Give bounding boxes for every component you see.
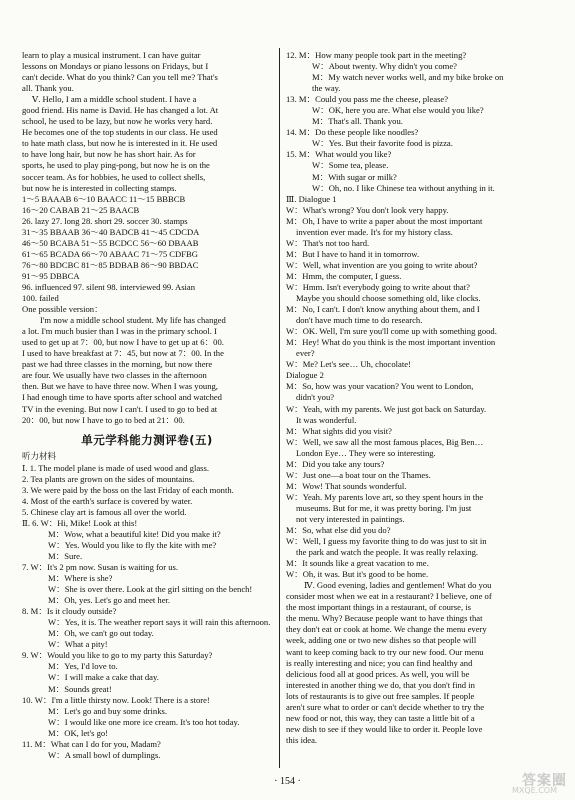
text-line: soccer team. As for hobbies, he used to collect shells, xyxy=(22,171,206,182)
text-line: M：What sights did you visit? xyxy=(286,425,392,436)
text-line: then. But we have to have three now. When I was young, xyxy=(22,381,218,392)
text-line: good friend. His name is David. He has changed a lot. At xyxy=(22,105,219,116)
text-line: Maybe you should choose something old, like clocks. xyxy=(296,293,481,304)
text-line: W：She is over there. Look at the girl sitting on the bench! xyxy=(48,584,253,595)
text-line: to have long hair, but now he has short hair. As for xyxy=(22,149,196,160)
text-line: Ⅱ. 6. W：Hi, Mike! Look at this! xyxy=(22,517,138,528)
text-line: W：About twenty. Why didn't you come? xyxy=(312,61,457,72)
text-line: used to get up at 7：00, but now I have to get up at 6：00. xyxy=(22,337,224,348)
left-text-block-b xyxy=(22,463,272,761)
text-line: museums. But for me, it was pretty boring. I'm just xyxy=(296,502,472,513)
text-line: He becomes one of the top students in our class. He used xyxy=(22,127,218,138)
text-line: M：Hmm, the computer, I guess. xyxy=(286,270,402,281)
text-line: Dialogue 2 xyxy=(286,370,324,381)
text-line: 5. Chinese clay art is famous all over the world. xyxy=(22,506,187,517)
text-line: I used to have breakfast at 7：45, but now at 7：00. In the xyxy=(22,348,224,359)
text-line: M：That's all. Thank you. xyxy=(312,116,403,127)
page-number: · 154 · xyxy=(274,776,301,787)
text-line: 7. W：It's 2 pm now. Susan is waiting for us. xyxy=(22,562,178,573)
watermark-logo: 答案圈 xyxy=(522,773,567,789)
text-line: but now he is interested in collecting stamps. xyxy=(22,182,177,193)
text-line: W：A small bowl of dumplings. xyxy=(48,749,161,760)
text-line: M：No, I can't. I don't know anything about them, and I xyxy=(286,304,480,315)
left-text-block-a xyxy=(22,50,272,426)
text-line: W：Me? Let's see… Uh, chocolate! xyxy=(286,359,411,370)
text-line: M：With sugar or milk? xyxy=(312,171,397,182)
watermark-url: MXQE.COM xyxy=(511,786,557,795)
right-column xyxy=(286,50,538,746)
text-line: learn to play a musical instrument. I can have guitar xyxy=(22,50,201,60)
text-line: Ⅰ. 1. The model plane is made of used wood and glass. xyxy=(22,462,210,473)
text-line: M：My watch never works well, and my bike broke on xyxy=(312,72,504,83)
text-line: 20：00, but now I have to go to bed at 21：00. xyxy=(22,414,185,425)
text-line: M：So, what else did you do? xyxy=(286,525,391,536)
text-line: 8. M：Is it cloudy outside? xyxy=(22,606,117,617)
text-line: new dish to see if they would like to order it. People love xyxy=(286,723,483,734)
text-line: M：But I have to hand it in tomorrow. xyxy=(286,248,420,259)
column-divider xyxy=(279,48,280,768)
text-line: M：Sure. xyxy=(48,550,83,561)
text-line: W：Some tea, please. xyxy=(312,160,389,171)
text-line: 14. M：Do these people like noodles? xyxy=(286,127,419,138)
text-line: M：It sounds like a great vacation to me. xyxy=(286,558,429,569)
text-line: M：Did you take any tours? xyxy=(286,458,385,469)
text-line: W：Well, I guess my favorite thing to do was just to sit in xyxy=(286,536,487,547)
text-line: W：Yes, it is. The weather report says it will rain this afternoon. xyxy=(48,617,271,628)
text-line: 61～65 BCADA 66～70 ABAAC 71～75 CDFBG xyxy=(22,248,198,259)
text-line: M：Wow! That sounds wonderful. xyxy=(286,480,407,491)
left-column xyxy=(22,50,272,761)
text-line: W：Yeah. My parents love art, so they spent hours in the xyxy=(286,491,484,502)
text-line: interested in another thing we do, that you don't find in xyxy=(286,679,475,690)
text-line: school, he used to be lazy, but now he works very hard. xyxy=(22,116,213,127)
text-line: M：Wow, what a beautiful kite! Did you make it? xyxy=(48,528,221,539)
text-line: W：What's wrong? You don't look very happy. xyxy=(286,204,449,215)
text-line: One possible version： xyxy=(22,304,103,315)
text-line: all. Thank you. xyxy=(22,83,74,94)
text-line: TV in the evening. But now I can't. I used to go to bed at xyxy=(22,403,218,414)
text-line: M：OK, let's go! xyxy=(48,727,109,738)
text-line: 15. M：What would you like? xyxy=(286,149,392,160)
text-line: the menu. Why? Because people want to have things that xyxy=(286,613,483,624)
text-line: a lot. I'm much busier than I was in the primary school. I xyxy=(22,326,217,337)
text-line: W：I will make a cake that day. xyxy=(48,672,159,683)
right-text-block xyxy=(286,50,538,746)
text-line: W：Well, we saw all the most famous places, Big Ben… xyxy=(286,436,484,447)
text-line: W：Well, what invention are you going to write about? xyxy=(286,259,478,270)
text-line: M：Oh, I have to write a paper about the most important xyxy=(286,215,483,226)
text-line: 1～5 BAAAB 6～10 BAACC 11～15 BBBCB xyxy=(22,193,186,204)
text-line: week, adding one or two new dishes so that people will xyxy=(286,635,477,646)
text-line: W：Yeah, with my parents. We just got back on Saturday. xyxy=(286,403,487,414)
text-line: new food or not, this way, they can taste a little bit of a xyxy=(286,712,475,723)
text-line: didn't you? xyxy=(296,392,335,403)
text-line: the park and watch the people. It was really relaxing. xyxy=(296,547,479,558)
text-line: consider most when we eat in a restaurant? I believe, one of xyxy=(286,591,492,602)
text-line: I'm now a middle school student. My life has changed xyxy=(40,315,226,326)
text-line: don't have much time to do research. xyxy=(296,315,423,326)
text-line: Ⅴ. Hello, I am a middle school student. I have a xyxy=(32,94,197,105)
text-line: W：Just one—a boat tour on the Thames. xyxy=(286,469,431,480)
text-line: are four. We usually have two classes in the afternoon xyxy=(22,370,207,381)
text-line: 76～80 BDCBC 81～85 BDBAB 86～90 BBDAC xyxy=(22,259,199,270)
text-line: M：Where is she? xyxy=(48,573,113,584)
subsection-label: 听力材料 xyxy=(22,451,57,462)
text-line: W：OK. Well, I'm sure you'll come up with something good. xyxy=(286,326,497,337)
text-line: 11. M：What can I do for you, Madam? xyxy=(22,738,161,749)
text-line: past we had three classes in the morning, but now there xyxy=(22,359,213,370)
text-line: M：Oh, we can't go out today. xyxy=(48,628,154,639)
text-line: the most important things in a restaurant, of course, is xyxy=(286,602,471,613)
text-line: the way. xyxy=(312,83,341,94)
text-line: lots of restaurants is to give out free samples. If people xyxy=(286,690,475,701)
text-line: they don't eat or cook at home. We change the menu every xyxy=(286,624,487,635)
text-line: M：Yes, I'd love to. xyxy=(48,661,118,672)
text-line: 10. W：I'm a little thirsty now. Look! There is a store! xyxy=(22,694,210,705)
text-line: W：Oh, no. I like Chinese tea without anything in it. xyxy=(312,182,495,193)
text-line: 2. Tea plants are grown on the sides of mountains. xyxy=(22,473,195,484)
text-line: W：Yes. But their favorite food is pizza. xyxy=(312,138,453,149)
text-line: M：Let's go and buy some drinks. xyxy=(48,705,167,716)
text-line: 96. influenced 97. silent 98. interviewed 99. Asian xyxy=(22,281,196,292)
text-line: 31～35 BBAAB 36～40 BADCB 41～45 CDCDA xyxy=(22,226,200,237)
text-line: to hate math class, but now he is interested in it. He used xyxy=(22,138,218,149)
text-line: Ⅳ. Good evening, ladies and gentlemen! What do you xyxy=(304,580,492,591)
text-line: can't decide. What do you think? Can you tell me? That's xyxy=(22,72,218,83)
text-line: 3. We were paid by the boss on the last Friday of each month. xyxy=(22,484,234,495)
text-line: W：OK, here you are. What else would you like? xyxy=(312,105,484,116)
text-line: W：That's not too hard. xyxy=(286,237,370,248)
text-line: M：Oh, yes. Let's go and meet her. xyxy=(48,595,171,606)
text-line: W：I would like one more ice cream. It's too hot today. xyxy=(48,716,240,727)
text-line: lessons on Mondays or piano lessons on Fridays, but I xyxy=(22,61,209,72)
text-line: M：So, how was your vacation? You went to London, xyxy=(286,381,474,392)
text-line: 100. failed xyxy=(22,293,59,304)
text-line: Ⅲ. Dialogue 1 xyxy=(286,193,337,204)
text-line: delicious food all at good prices. As well, you will be xyxy=(286,668,470,679)
text-line: ever? xyxy=(296,348,315,359)
text-line: M：Hey! What do you think is the most important invention xyxy=(286,337,496,348)
text-line: W：Oh, it was. But it's good to be home. xyxy=(286,569,429,580)
section-title: 单元学科能力测评卷(五) xyxy=(81,432,213,447)
text-line: 4. Most of the earth's surface is covered by water. xyxy=(22,495,193,506)
text-line: W：Hmm. Isn't everybody going to write about that? xyxy=(286,281,470,292)
text-line: 12. M：How many people took part in the meeting? xyxy=(286,50,467,60)
text-line: I had enough time to have sports after school and watched xyxy=(22,392,222,403)
text-line: M：Sounds great! xyxy=(48,683,112,694)
text-line: this idea. xyxy=(286,734,318,745)
text-line: 91～95 DBBCA xyxy=(22,270,80,281)
text-line: 26. lazy 27. long 28. short 29. soccer 30. stamps xyxy=(22,215,188,226)
text-line: W：Yes. Would you like to fly the kite with me? xyxy=(48,539,217,550)
text-line: 46～50 BCABA 51～55 BCDCC 56～60 DBAAB xyxy=(22,237,199,248)
text-line: 16～20 CABAB 21～25 BAACB xyxy=(22,204,140,215)
text-line: not very interested in paintings. xyxy=(296,513,405,524)
text-line: It was wonderful. xyxy=(296,414,357,425)
text-line: 13. M：Could you pass me the cheese, please? xyxy=(286,94,449,105)
text-line: want to keep coming back to try our new food. Our menu xyxy=(286,646,484,657)
text-line: aren't sure what to order or can't decide whether to try the xyxy=(286,701,485,712)
text-line: is really interesting and nice; you can find healthy and xyxy=(286,657,473,668)
text-line: invention ever made. It's for my history class. xyxy=(296,226,453,237)
text-line: 9. W：Would you like to go to my party this Saturday? xyxy=(22,650,213,661)
text-line: W：What a pity! xyxy=(48,639,108,650)
text-line: sports, he used to play ping-pong, but now he is on the xyxy=(22,160,210,171)
text-line: London Eye… They were so interesting. xyxy=(296,447,436,458)
